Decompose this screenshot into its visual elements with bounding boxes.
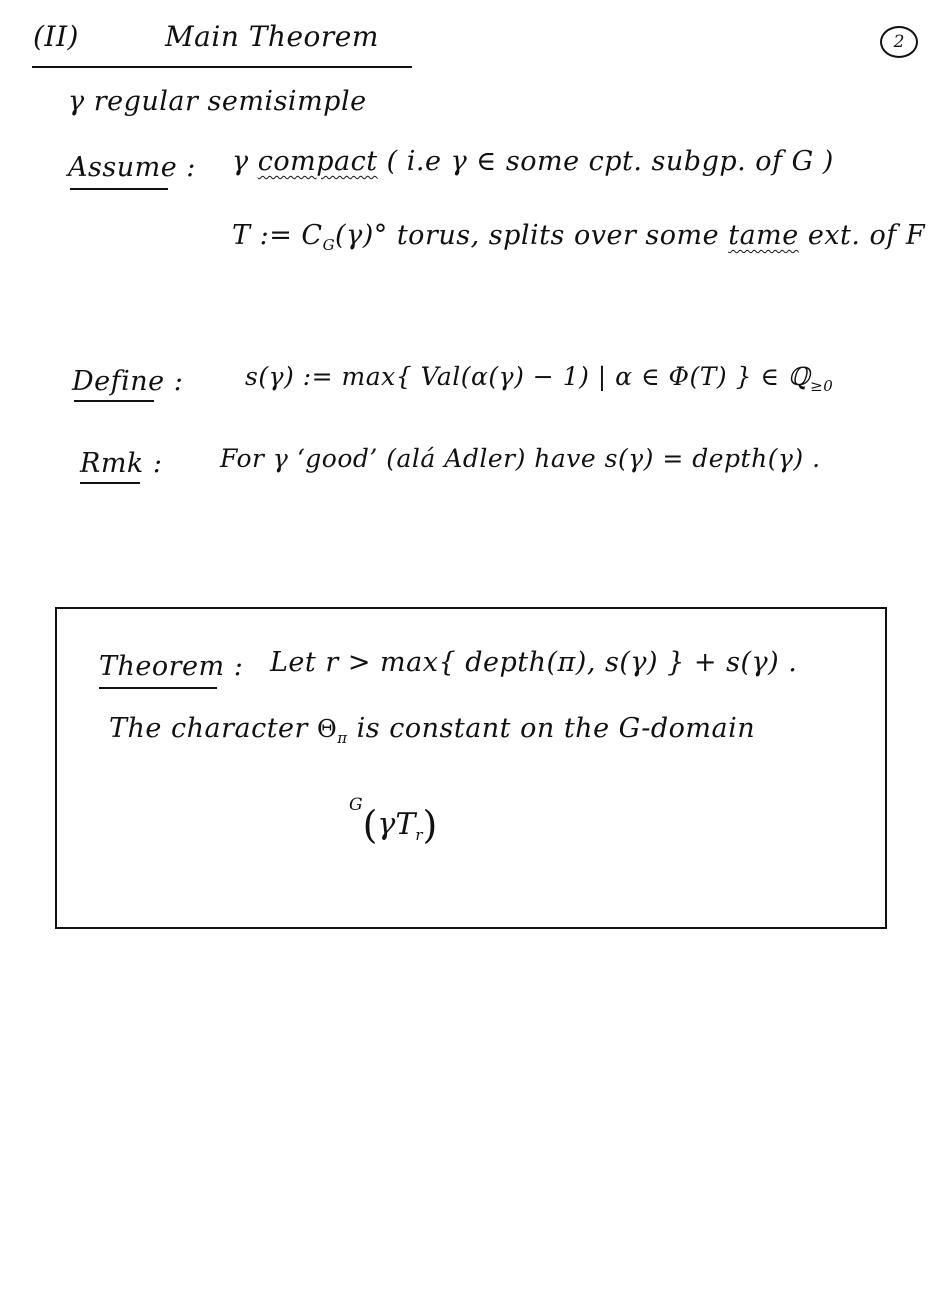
assume-gamma: γ (232, 146, 249, 177)
assume-underline (70, 188, 168, 190)
rmk-text: For γ ‘good’ (alá Adler) have s(γ) = depth(γ) . (220, 444, 821, 473)
theorem-line2 (109, 713, 755, 747)
torus-line (232, 220, 925, 254)
g-domain-sub: r (415, 826, 423, 844)
g-domain-close: ) (422, 803, 438, 847)
g-domain-sup: G (349, 795, 363, 815)
regular-semisimple-line: γ regular semisimple (68, 86, 367, 117)
g-domain-body: γT (377, 807, 416, 842)
g-domain-expression (349, 795, 437, 847)
torus-sub: G (322, 236, 336, 254)
theorem-box (55, 607, 887, 929)
torus-mid: (γ)° torus, splits over some (335, 220, 729, 251)
page-number-badge: 2 (880, 26, 918, 58)
assume-label: Assume : (68, 152, 196, 183)
assume-statement (232, 146, 834, 177)
define-sub: ≥0 (810, 377, 834, 395)
section-title: Main Theorem (165, 20, 379, 53)
title-underline (32, 66, 412, 68)
torus-tame: tame (728, 220, 799, 251)
theorem-line1: Let r > max{ depth(π), s(γ) } + s(γ) . (270, 647, 798, 678)
section-number: (II) (33, 20, 79, 53)
g-domain-open: ( (362, 803, 378, 847)
rmk-label: Rmk : (80, 448, 163, 479)
character-theta-symbol: Θ (317, 715, 338, 743)
theorem-line2-pre: The character (109, 713, 318, 744)
define-label: Define : (72, 366, 184, 397)
define-formula-text: s(γ) := max{ Val(α(γ) − 1) | α ∈ Φ(T) } ∈ ℚ (245, 362, 811, 391)
define-formula (245, 362, 833, 395)
define-underline (74, 400, 154, 402)
rmk-underline (80, 482, 140, 484)
character-theta-sub: π (337, 729, 348, 747)
assume-rest: ( i.e γ ∈ some cpt. subgp. of G ) (386, 146, 834, 177)
theorem-underline (99, 687, 217, 689)
torus-prefix: T := C (232, 220, 323, 251)
torus-rest: ext. of F (798, 220, 926, 251)
theorem-line2-post: is constant on the G-domain (347, 713, 756, 744)
assume-compact: compact (257, 146, 378, 177)
theorem-label: Theorem : (99, 651, 244, 682)
